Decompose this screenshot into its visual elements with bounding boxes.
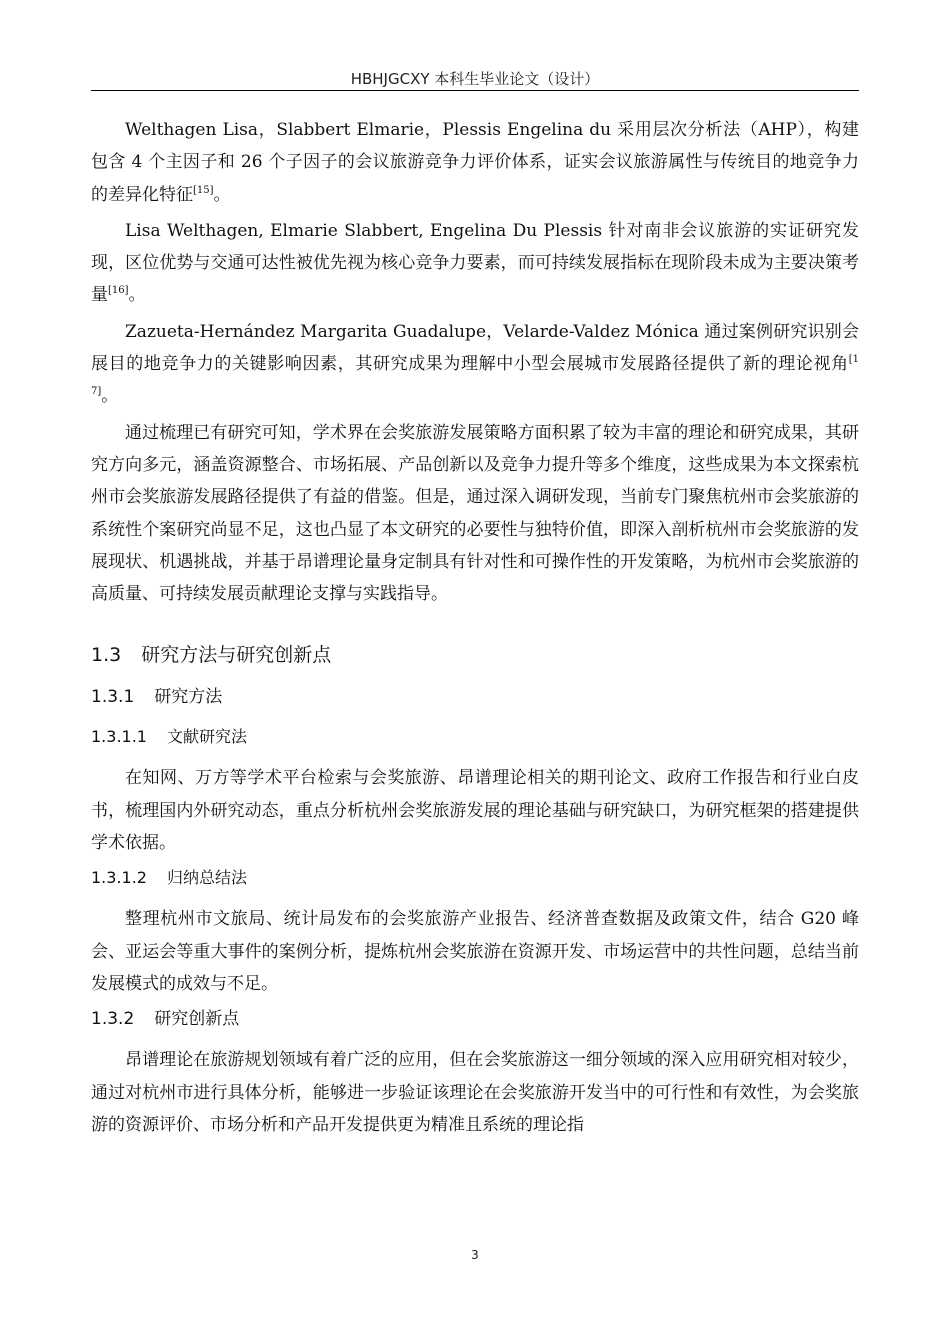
page-body: [91, 114, 859, 1145]
heading-title: 研究方法与研究创新点: [141, 644, 332, 667]
paragraph-induction-method: 整理杭州市文旅局、统计局发布的会奖旅游产业报告、经济普查数据及政策文件，结合 G20 峰会、亚运会等重大事件的案例分析，提炼杭州会奖旅游在资源开发、市场运营中的共性问题，总结当前发展模式的成效与不足。: [91, 909, 859, 994]
citation-ref: [16]: [108, 285, 129, 297]
paragraph-review-summary: 通过梳理已有研究可知，学术界在会奖旅游发展策略方面积累了较为丰富的理论和研究成果，其研究方向多元，涵盖资源整合、市场拓展、产品创新以及竞争力提升等多个维度，这些成果为本文探索杭州市会奖旅游发展路径提供了有益的借鉴。但是，通过深入调研发现，当前专门聚焦杭州市会奖旅游的系统性个案研究尚显不足，这也凸显了本文研究的必要性与独特价值，即深入剖析杭州市会奖旅游的发展现状、机遇挑战，并基于昂谱理论量身定制具有针对性和可操作性的开发策略，为杭州市会奖旅游的高质量、可持续发展贡献理论支撑与实践指导。: [91, 422, 859, 605]
paragraph-text: Welthagen Lisa，Slabbert Elmarie，Plessis Engelina du 采用层次分析法（AHP），构建包含 4 个主因子和 26 个子因子的会议旅游竞争力评价体系，证实会议旅游属性与传统目的地竞争力的差异化特征: [91, 120, 859, 205]
paragraph-text: Lisa Welthagen, Elmarie Slabbert, Engelina Du Plessis 针对南非会议旅游的实证研究发现，区位优势与交通可达性被优先视为核心竞争力要素，而可持续发展指标在现阶段未成为主要决策考量: [91, 220, 859, 306]
paragraph-innovation: 昂谱理论在旅游规划领域有着广泛的应用，但在会奖旅游这一细分领域的深入应用研究相对较少，通过对杭州市进行具体分析，能够进一步验证该理论在会奖旅游开发当中的可行性和有效性，为会奖旅游的资源评价、市场分析和产品开发提供更为精准且系统的理论指: [91, 1050, 859, 1135]
citation-ref: [17]: [91, 354, 859, 398]
heading-1-3: [91, 640, 859, 670]
heading-title: 归纳总结法: [166, 868, 247, 888]
paragraph-literature-method: 在知网、万方等学术平台检索与会奖旅游、昂谱理论相关的期刊论文、政府工作报告和行业白皮书，梳理国内外研究动态，重点分析杭州会奖旅游发展的理论基础与研究缺口，为研究框架的搭建提供学术依据。: [91, 768, 859, 854]
heading-number: 1.3.1.1: [91, 727, 147, 747]
heading-number: 1.3.1: [91, 687, 135, 708]
citation-ref: [15]: [193, 184, 214, 196]
paragraph-end: 。: [213, 184, 231, 205]
heading-title: 文献研究法: [166, 727, 247, 747]
heading-number: 1.3.1.2: [91, 868, 147, 888]
heading-number: 1.3: [91, 644, 122, 667]
heading-title: 研究方法: [154, 687, 223, 708]
heading-title: 研究创新点: [154, 1009, 240, 1030]
paragraph-end: 。: [128, 285, 146, 306]
header-rule: [91, 90, 859, 91]
heading-1-3-2: [91, 1004, 859, 1034]
page-number: 3: [471, 1248, 479, 1262]
paragraph-south-africa-study: [91, 215, 859, 312]
page-header: HBHJGCXY 本科生毕业论文（设计）: [350, 70, 600, 88]
paragraph-end: 。: [101, 386, 119, 407]
paragraph-welthagen-ahp: [91, 114, 859, 211]
heading-1-3-1-1: [91, 722, 859, 752]
heading-number: 1.3.2: [91, 1009, 135, 1030]
paragraph-zazueta-study: [91, 316, 859, 413]
heading-1-3-1: [91, 682, 859, 712]
paragraph-text: Zazueta-Hernández Margarita Guadalupe，Velarde-Valdez Mónica 通过案例研究识别会展目的地竞争力的关键影响因素，其研究成果为理解中小型会展城市发展路径提供了新的理论视角: [91, 321, 859, 375]
heading-1-3-1-2: [91, 863, 859, 893]
